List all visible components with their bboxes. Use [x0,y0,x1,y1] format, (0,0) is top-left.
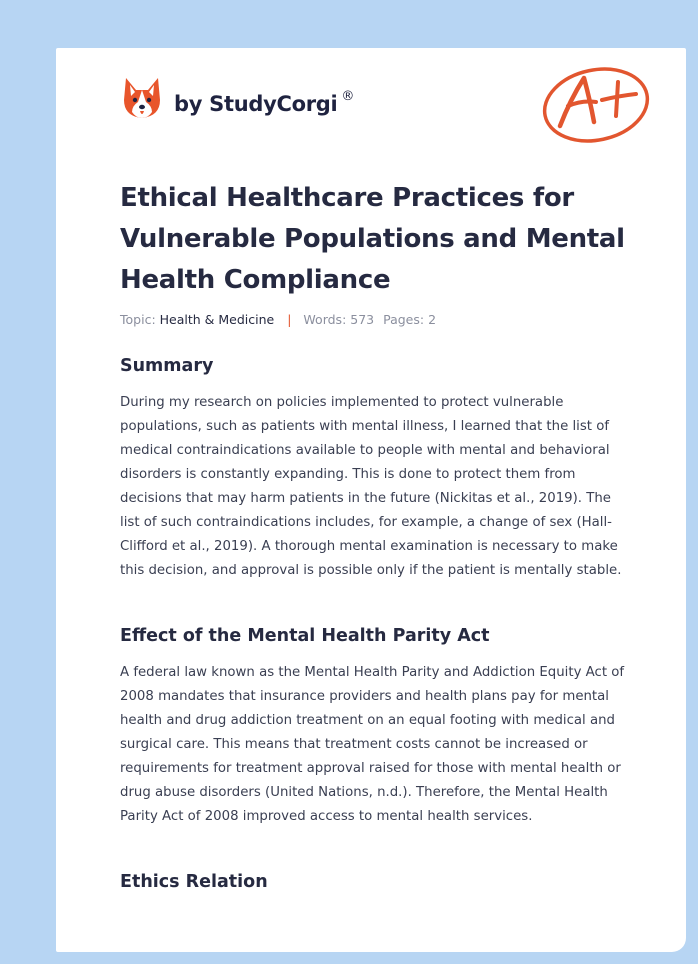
document-meta [120,312,436,327]
pages-count: 2 [428,312,437,327]
summary-paragraph: During my research on policies implemented to protect vulnerable populations, such as patients with mental illness, I learned that the list of medical contraindications available to people with mental and behavioral disorders is constantly expanding. This is done to protect them from decisions that may harm patients in the future (Nickitas et al., 2019). The list of such contraindications includes, for example, a change of sex (Hall-Clifford et al., 2019). A thorough mental examination is necessary to make this decision, and approval is possible only if the patient is mentally stable. [120,395,622,578]
words-label: Words: [303,312,347,327]
section-heading-summary: Summary [120,356,214,376]
section-heading-ethics: Ethics Relation [120,872,268,892]
header [120,76,660,146]
brand-name[interactable]: by StudyCorgi ® [174,89,355,116]
a-plus-grade-icon [540,60,656,146]
meta-separator: | [287,312,292,327]
corgi-icon[interactable] [122,76,162,120]
page-title: Ethical Healthcare Practices for Vulnerable Populations and Mental Health Compliance [120,183,625,295]
pages-label: Pages: [383,312,425,327]
topic-link[interactable]: Health & Medicine [159,312,275,327]
words-count: 573 [350,312,375,327]
trademark-symbol: ® [341,89,355,104]
topic-label: Topic: [120,312,156,327]
parity-act-paragraph: A federal law known as the Mental Health Parity and Addiction Equity Act of 2008 mandates that insurance providers and health plans pay for mental health and drug addiction treatment on an equal footing with medical and surgical care. This means that treatment costs cannot be increased or requirements for treatment approval raised for those with mental health or drug abuse disorders (United Nations, n.d.). Therefore, the Mental Health Parity Act of 2008 improved access to mental health services. [120,665,625,824]
document-card [56,48,686,952]
section-heading-parity-act: Effect of the Mental Health Parity Act [120,626,490,646]
